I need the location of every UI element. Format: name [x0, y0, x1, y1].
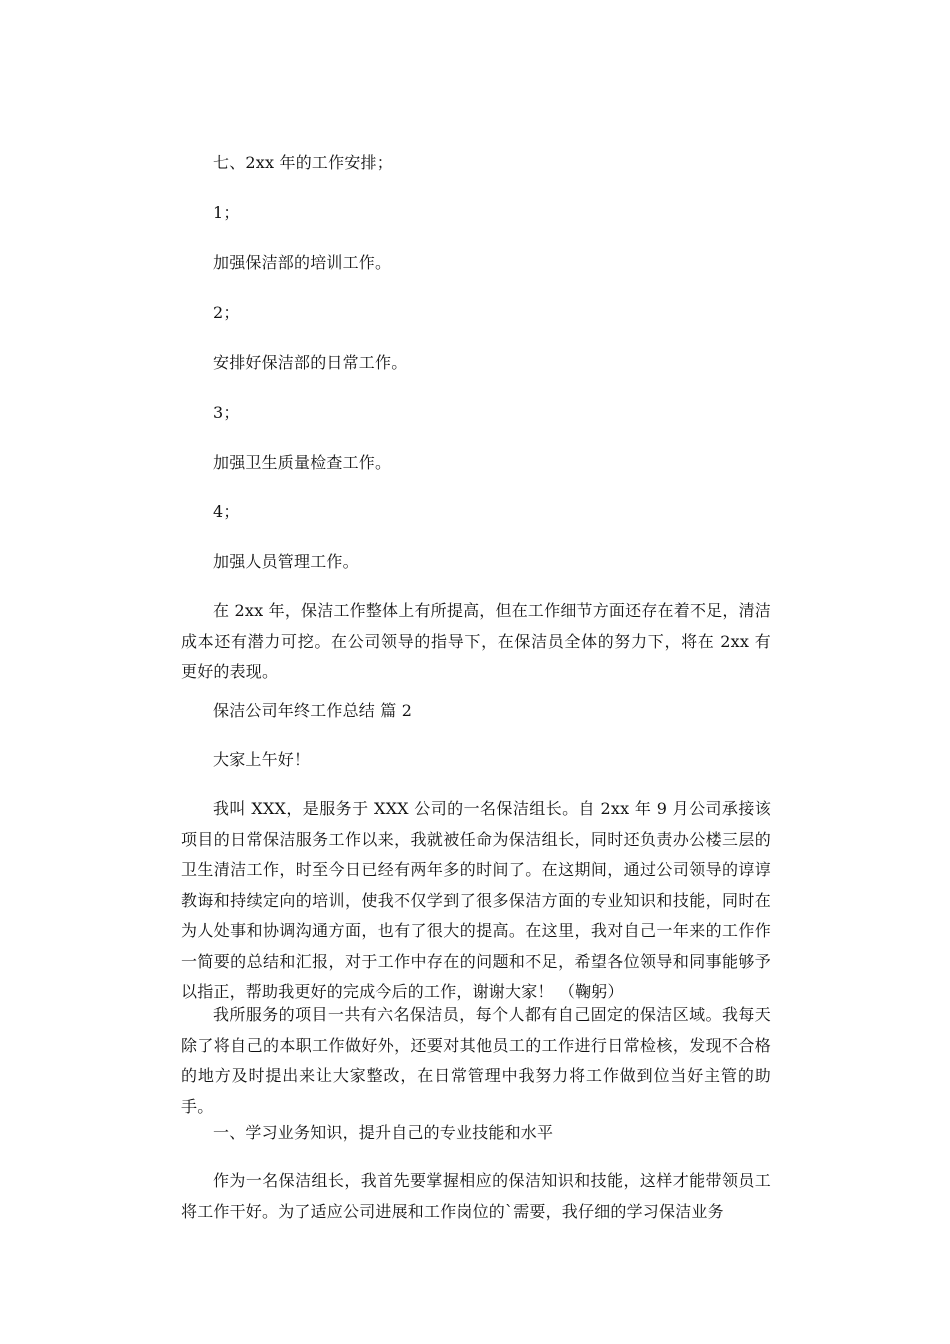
list-item-quality-check: 加强卫生质量检查工作。 — [213, 453, 392, 472]
list-number-4: 4； — [213, 502, 240, 521]
section-heading-learning: 一、学习业务知识，提升自己的专业技能和水平 — [213, 1123, 554, 1142]
greeting: 大家上午好！ — [213, 750, 311, 769]
paragraph-team-description: 我所服务的项目一共有六名保洁员，每个人都有自己固定的保洁区域。我每天除了将自己的本职工作做好外，还要对其他员工的工作进行日常检核，发现不合格的地方及时提出来让大家整改，在日常管理中我努力将工作做到位当好主管的助手。 — [181, 1005, 771, 1116]
list-item-personnel: 加强人员管理工作。 — [213, 552, 359, 571]
list-item-training: 加强保洁部的培训工作。 — [213, 253, 392, 272]
list-number-1: 1； — [213, 203, 240, 222]
paragraph-introduction: 我叫 XXX，是服务于 XXX 公司的一名保洁组长。自 2xx 年 9 月公司承接该项目的日常保洁服务工作以来，我就被任命为保洁组长，同时还负责办公楼三层的卫生清洁工作，时至今日已经有两年多的时间了。在这期间，通过公司领导的谆谆教诲和持续定向的培训，使我不仅学到了很多保洁方面的专业知识和技能，同时在为人处事和协调沟通方面，也有了很大的提高。在这里，我对自己一年来的工作作一简要的总结和汇报，对于工作中存在的问题和不足，希望各位领导和同事能够予以指正，帮助我更好的完成今后的工作，谢谢大家！ （鞠躬） — [181, 799, 771, 1001]
paragraph-learning: 作为一名保洁组长，我首先要掌握相应的保洁知识和技能，这样才能带领员工将工作干好。为了适应公司进展和工作岗位的`需要，我仔细的学习保洁业务 — [181, 1171, 771, 1221]
list-number-2: 2； — [213, 303, 240, 322]
section-heading-work-plan: 七、2xx 年的工作安排； — [213, 153, 393, 172]
paragraph-summary: 在 2xx 年，保洁工作整体上有所提高，但在工作细节方面还存在着不足，清洁成本还有潜力可挖。在公司领导的指导下，在保洁员全体的努力下，将在 2xx 有更好的表现。 — [181, 601, 771, 681]
list-number-3: 3； — [213, 403, 240, 422]
article-title: 保洁公司年终工作总结 篇 2 — [213, 701, 413, 720]
list-item-daily-work: 安排好保洁部的日常工作。 — [213, 353, 408, 372]
